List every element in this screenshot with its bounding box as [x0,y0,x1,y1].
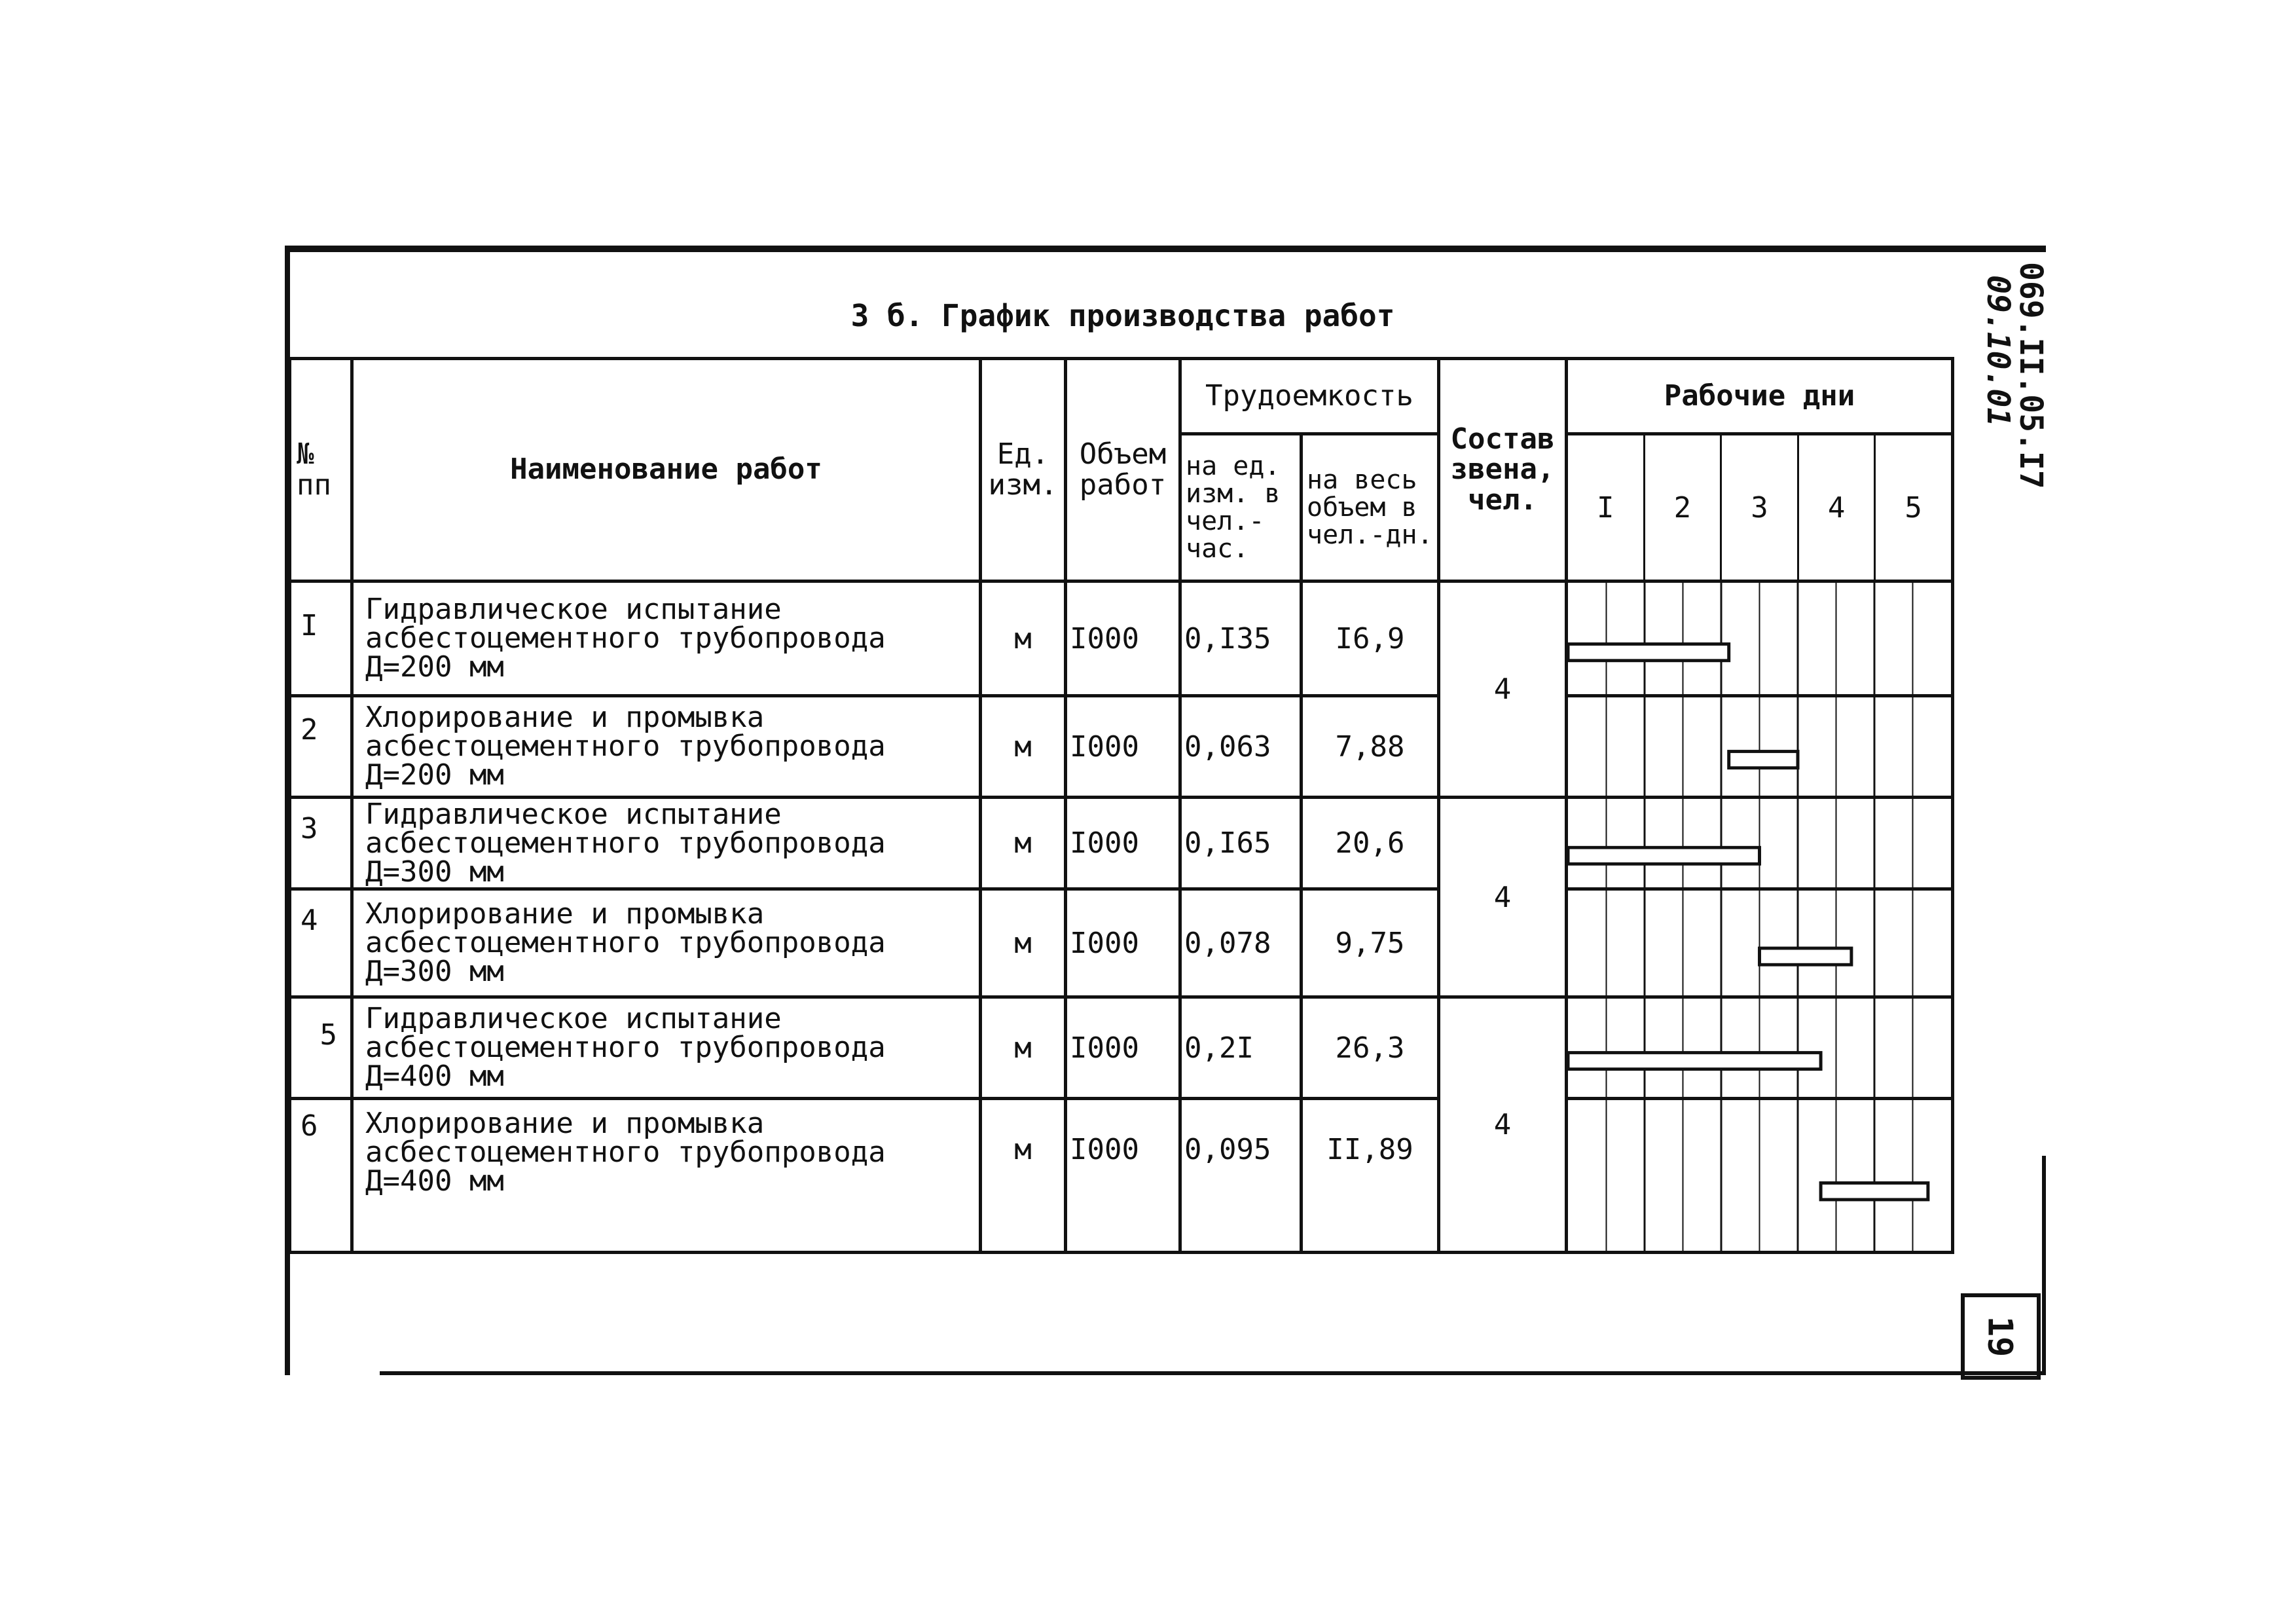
row-num: 5 [290,997,352,1099]
row-total: 7,88 [1302,696,1439,798]
row-volume: I000 [1066,1099,1180,1253]
document-code-line2: 09.10.01 [1980,275,2016,427]
document-code [1980,262,2049,537]
header-labor-total: на весь объем в чел.-дн. [1302,434,1439,581]
row-unit: м [981,889,1066,997]
row-num: 2 [290,696,352,798]
crew-cell: 4 [1439,581,1567,798]
day-label: 4 [1799,435,1876,580]
row-per-unit: 0,078 [1180,889,1302,997]
row-volume: I000 [1066,997,1180,1099]
table-row [290,581,1953,696]
frame-bottom-rule [380,1371,2046,1375]
day-label: 3 [1722,435,1799,580]
table-row [290,798,1953,889]
row-name: Хлорирование и промывка асбестоцементного трубопровода Д=200 мм [352,696,981,798]
row-unit: м [981,581,1066,696]
row-volume: I000 [1066,696,1180,798]
row-num: 3 [290,798,352,889]
row-total: 20,6 [1302,798,1439,889]
gantt-cell [1567,581,1953,696]
row-per-unit: 0,2I [1180,997,1302,1099]
frame-top-rule [285,246,2046,252]
row-name: Хлорирование и промывка асбестоцементного трубопровода Д=400 мм [352,1099,981,1253]
day-label: I [1568,435,1645,580]
row-total: 9,75 [1302,889,1439,997]
row-per-unit: 0,063 [1180,696,1302,798]
header-num: № пп [290,359,352,581]
table-row [290,889,1953,997]
gantt-cell [1567,889,1953,997]
header-volume: Объем работ [1066,359,1180,581]
gantt-bar [1568,1053,1821,1069]
table-row [290,1099,1953,1253]
row-per-unit: 0,I65 [1180,798,1302,889]
row-name: Гидравлическое испытание асбестоцементного трубопровода Д=300 мм [352,798,981,889]
row-unit: м [981,696,1066,798]
header-labor: Трудоемкость [1180,359,1439,434]
row-unit: м [981,798,1066,889]
crew-cell: 4 [1439,798,1567,997]
row-volume: I000 [1066,798,1180,889]
row-num: I [290,581,352,696]
header-days: Рабочие дни [1567,359,1953,434]
table-row [290,997,1953,1099]
gantt-cell [1567,1099,1953,1253]
gantt-bar [1568,644,1729,661]
header-labor-unit: на ед. изм. в чел.-час. [1180,434,1302,581]
gantt-bar [1821,1183,1928,1200]
row-total: II,89 [1302,1099,1439,1253]
header-crew: Состав звена, чел. [1439,359,1567,581]
crew-cell: 4 [1439,997,1567,1253]
gantt-bar [1729,752,1798,768]
row-total: I6,9 [1302,581,1439,696]
row-total: 26,3 [1302,997,1439,1099]
row-name: Гидравлическое испытание асбестоцементного трубопровода Д=400 мм [352,997,981,1099]
table-row [290,696,1953,798]
row-num: 6 [290,1099,352,1253]
gantt-cell [1567,997,1953,1099]
gantt-chart [1568,583,1951,694]
frame-right-rule [2042,1156,2046,1375]
row-unit: м [981,997,1066,1099]
row-unit: м [981,1099,1066,1253]
page-number-box [1961,1293,2041,1380]
gantt-chart [1568,1100,1951,1251]
gantt-bar [1568,847,1760,864]
row-volume: I000 [1066,581,1180,696]
day-label: 5 [1904,490,1922,525]
gantt-chart [1568,999,1951,1097]
gantt-cell [1567,798,1953,889]
gantt-cell [1567,696,1953,798]
gantt-chart [1568,799,1951,887]
day-label: 2 [1645,435,1722,580]
row-volume: I000 [1066,889,1180,997]
row-per-unit: 0,I35 [1180,581,1302,696]
header-day-labels [1567,434,1953,581]
row-num: 4 [290,889,352,997]
row-name: Хлорирование и промывка асбестоцементного трубопровода Д=300 мм [352,889,981,997]
row-name: Гидравлическое испытание асбестоцементного трубопровода Д=200 мм [352,581,981,696]
page-title: 3 б. График производства работ [850,298,1395,333]
header-name: Наименование работ [352,359,981,581]
gantt-bar [1760,948,1851,965]
gantt-chart [1568,891,1951,995]
row-per-unit: 0,095 [1180,1099,1302,1253]
page-number: 19 [1980,1316,2020,1357]
document-code-line1: 069.II.05.I7 [2013,262,2049,489]
work-schedule-table [288,357,1954,1254]
header-unit: Ед. изм. [981,359,1066,581]
gantt-chart [1568,697,1951,796]
